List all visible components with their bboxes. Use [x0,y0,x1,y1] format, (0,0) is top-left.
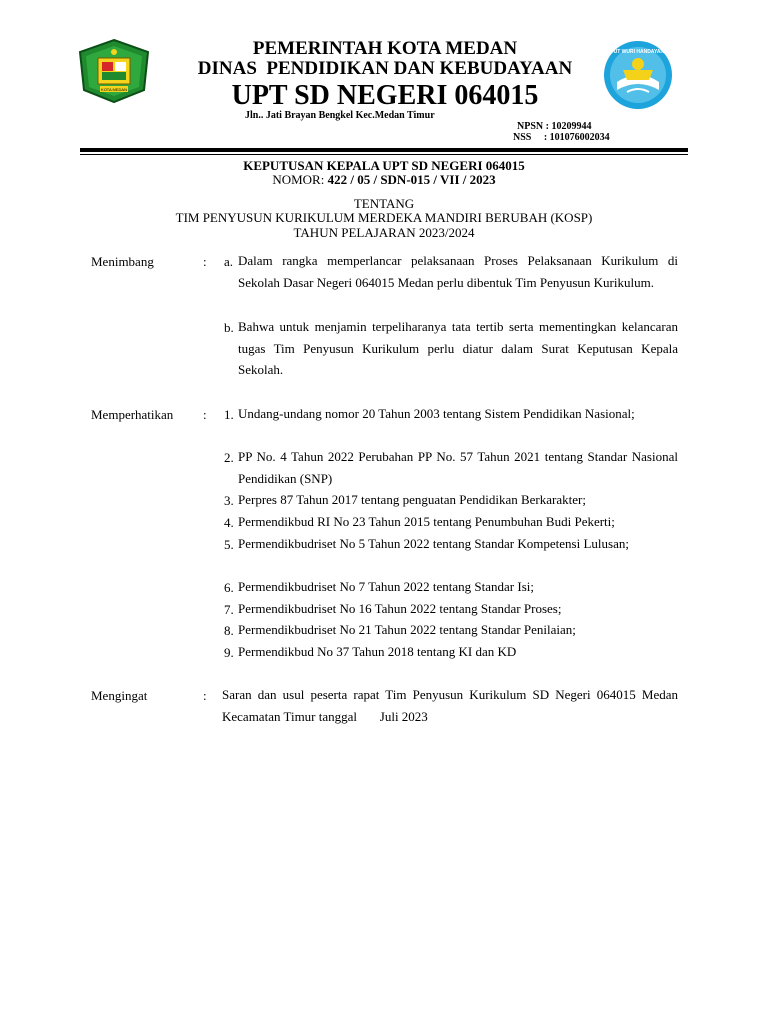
mengingat-colon: : [203,688,207,703]
decree-subject: TIM PENYUSUN KURIKULUM MERDEKA MANDIRI BERUBAH (KOSP) [175,210,593,225]
mengingat-text: Saran dan usul peserta rapat Tim Penyusun Kurikulum SD Negeri 064015 Medan Kecamatan Timur tanggal Juli 2023 [222,687,682,724]
decree-year: TAHUN PELAJARAN 2023/2024 [293,225,475,240]
school-address: Jln.. Jati Brayan Bengkel Kec.Medan Timur [245,110,435,121]
memperhatikan-item: Permendikbudriset No 21 Tahun 2022 tentang Standar Penilaian; [238,622,576,637]
memperhatikan-colon: : [203,407,207,422]
memperhatikan-item: Permendikbudriset No 5 Tahun 2022 tentang Standar Kompetensi Lulusan; [238,536,629,551]
memperhatikan-item: Perpres 87 Tahun 2017 tentang penguatan Pendidikan Berkarakter; [238,492,586,507]
decree-title: KEPUTUSAN KEPALA UPT SD NEGERI 064015 [243,158,525,173]
menimbang-marker: b. [224,320,234,335]
memperhatikan-marker: 8. [224,623,234,638]
menimbang-item: Bahwa untuk menjamin terpeliharanya tata tertib serta mementingkan kelancaran tugas Tim Penyusun Kurikulum perlu diatur dalam Surat Keputusan Kepala Sekolah. [238,319,678,378]
decree-number-label: NOMOR: [272,172,328,187]
menimbang-marker: a. [224,254,234,269]
school-name: UPT SD NEGERI 064015 [231,80,539,111]
memperhatikan-item: Undang-undang nomor 20 Tahun 2003 tentang Sistem Pendidikan Nasional; [238,406,635,421]
memperhatikan-item: Permendikbud RI No 23 Tahun 2015 tentang Penumbuhan Budi Pekerti; [238,514,615,529]
menimbang-colon: : [203,254,207,269]
logo-motto: TUT WURI HANDAYANI [610,49,666,55]
menimbang-item: Dalam rangka memperlancar pelaksanaan Proses Pelaksanaan Kurikulum di Sekolah Dasar Negeri 064015 Medan perlu dibentuk Tim Penyusun Kurikulum. [238,253,678,290]
memperhatikan-label: Memperhatikan [91,407,174,422]
npsn-number: NPSN : 10209944 [517,121,592,132]
memperhatikan-marker: 4. [224,515,234,530]
nss-number: NSS : 101076002034 [513,132,610,143]
memperhatikan-marker: 9. [224,645,234,660]
emblem-caption: KOTA MEDAN [101,87,127,92]
memperhatikan-marker: 7. [224,602,234,617]
letterhead-divider-thick [80,148,688,152]
menimbang-label: Menimbang [91,254,154,269]
memperhatikan-marker: 6. [224,580,234,595]
memperhatikan-item: PP No. 4 Tahun 2022 Perubahan PP No. 57 Tahun 2021 tentang Standar Nasional Pendidikan (SNP) [238,449,678,486]
department-header: DINAS PENDIDIKAN DAN KEBUDAYAAN [197,58,573,79]
memperhatikan-marker: 1. [224,407,234,422]
memperhatikan-item: Permendikbudriset No 16 Tahun 2022 tentang Standar Proses; [238,601,562,616]
memperhatikan-marker: 2. [224,450,234,465]
memperhatikan-marker: 5. [224,537,234,552]
memperhatikan-item: Permendikbud No 37 Tahun 2018 tentang KI dan KD [238,644,517,659]
government-header: PEMERINTAH KOTA MEDAN [252,38,518,59]
memperhatikan-marker: 3. [224,493,234,508]
decree-about: TENTANG [353,196,415,211]
decree-number [80,172,688,188]
memperhatikan-item: Permendikbudriset No 7 Tahun 2022 tentang Standar Isi; [238,579,534,594]
decree-number-value: 422 / 05 / SDN-015 / VII / 2023 [327,172,496,187]
letterhead-divider-thin [80,154,688,155]
mengingat-label: Mengingat [91,688,148,703]
